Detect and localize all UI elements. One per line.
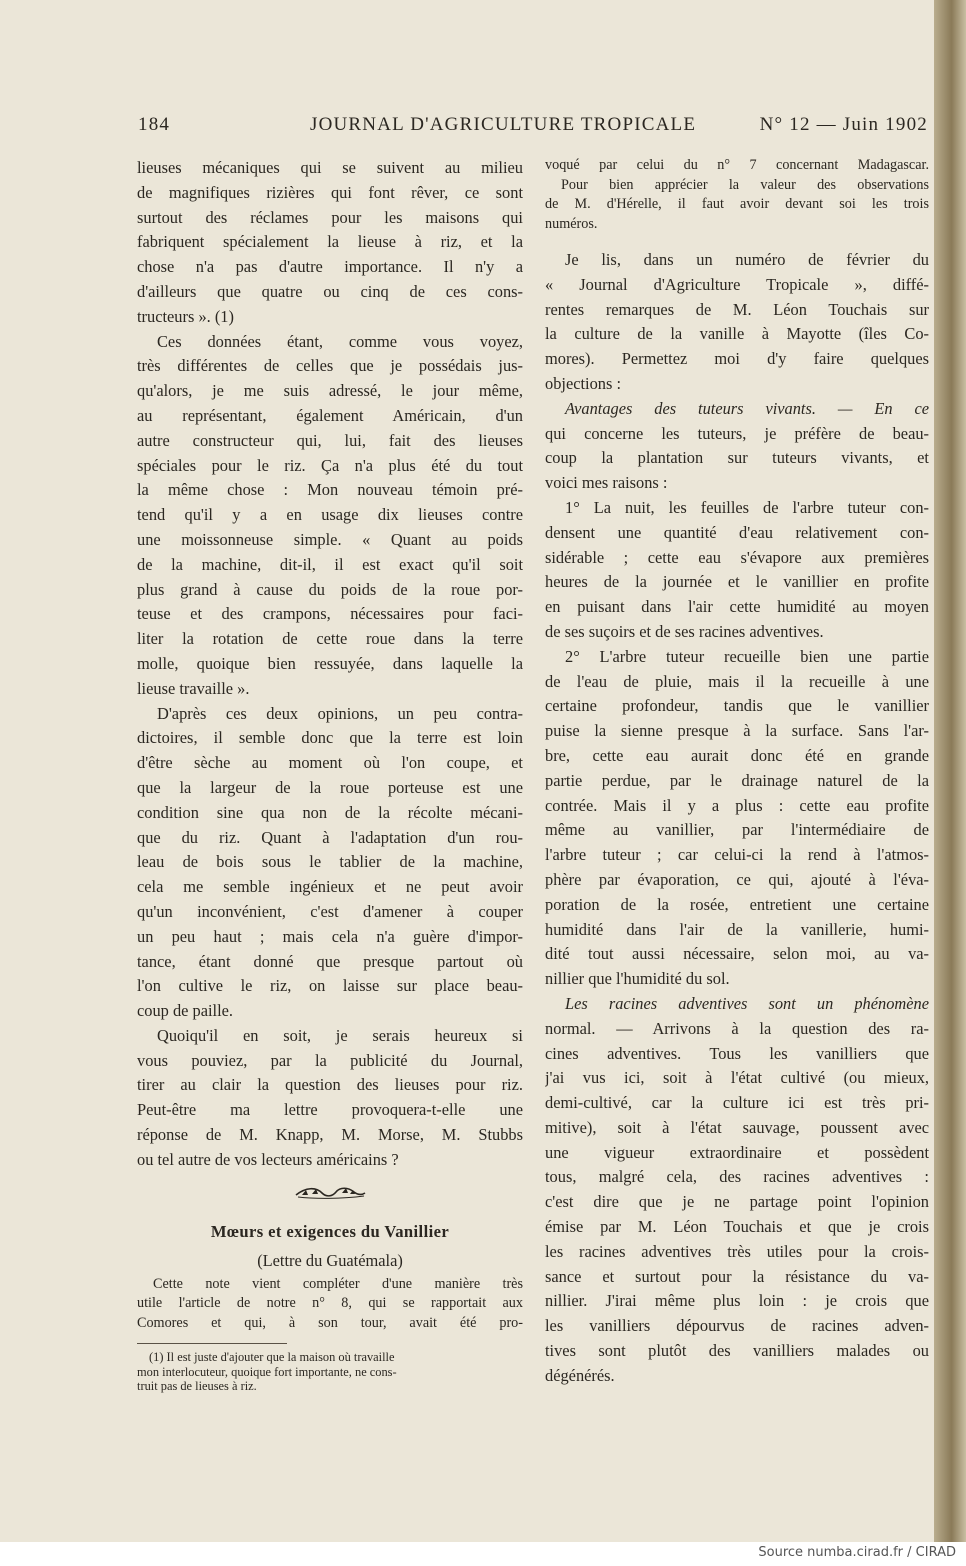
text-line: qu'alors, je me suis adressé, le jour même, [137, 381, 523, 401]
paragraph-vanille-3 [545, 496, 929, 645]
text-line: molle, quoique bien ressuyée, dans laquelle la [137, 653, 523, 673]
text-line: tance, étant donné que presque partout où [137, 951, 523, 971]
text-line: heures de la journée et le vanillier en profite [545, 572, 929, 592]
spacer [545, 234, 929, 248]
text-line: ou tel autre de vos lecteurs américains ? [137, 1149, 399, 1169]
paragraph-lieuses-4 [137, 1024, 523, 1173]
text-line: la culture de la vanille à Mayotte (îles Co- [545, 324, 929, 344]
paragraph-vanille-5 [545, 992, 929, 1389]
text-line: une moissonneuse simple. « Quant au poids [137, 529, 523, 549]
text-line: « Journal d'Agriculture Tropicale », diffé- [545, 274, 929, 294]
text-line: leau de bois sous le tablier de la machine, [137, 852, 523, 872]
left-column [137, 156, 523, 1394]
footnote-line: truit pas de lieuses à riz. [137, 1379, 257, 1394]
text-line: l'on cultive le riz, on laisse sur place beau- [137, 976, 523, 996]
text-line: Avantages des tuteurs vivants. — En ce [565, 398, 929, 418]
text-line: 1° La nuit, les feuilles de l'arbre tuteur con- [565, 497, 929, 517]
text-line: sidérable ; cette eau s'évapore aux premières [545, 547, 929, 567]
text-line: Ces données étant, comme vous voyez, [157, 331, 523, 351]
text-line: certaine profondeur, tandis que le vanillier [545, 696, 929, 716]
text-line: voqué par celui du n° 7 concernant Madagascar. [545, 157, 929, 173]
text-line: humidité dans l'air de la vanillerie, humi- [545, 919, 929, 939]
text-line: chose n'a pas d'autre importance. Il n'y a [137, 257, 523, 277]
text-line: d'être sèche au moment où l'on coupe, et [137, 753, 523, 773]
text-line: mores). Permettez moi d'y faire quelques [545, 349, 929, 369]
text-line: d'ailleurs que quatre ou cinq de ces cons- [137, 281, 523, 301]
article-intro-continued [545, 156, 929, 234]
text-line: plus grand à cause du poids de la roue por- [137, 579, 523, 599]
text-line: tives sont plutôt des vanilliers malades ou [545, 1341, 929, 1361]
book-binding-edge [934, 0, 966, 1542]
text-line: objections : [545, 373, 622, 393]
text-line: très différentes de celles que je possédais jus- [137, 356, 523, 376]
article-title: Mœurs et exigences du Vanillier [210, 1221, 450, 1241]
paragraph-vanille-4 [545, 645, 929, 992]
text-line: même au vanillier, par l'intermédiaire de [545, 820, 929, 840]
text-line: liter la rotation de cette roue dans la terre [137, 629, 523, 649]
text-line: cela me semble ingénieux et ne peut avoir [137, 877, 523, 897]
text-line: surtout des réclames pour les maisons qui [137, 207, 523, 227]
text-line: tirer au clair la question des lieuses pour riz. [137, 1075, 523, 1095]
footnote-line: mon interlocuteur, quoique fort importante, ne cons- [137, 1364, 397, 1379]
text-line: la même chose : Mon nouveau témoin pré- [137, 480, 523, 500]
text-line: Les racines adventives sont un phénomène [565, 993, 929, 1013]
text-line: dité tout aussi nécessaire, selon moi, au va- [545, 944, 929, 964]
journal-title: JOURNAL D'AGRICULTURE TROPICALE [310, 114, 697, 135]
text-line: Comores et qui, à son tour, avait été pro- [137, 1314, 523, 1331]
text-line: contrée. Mais il y a plus : cette eau profite [545, 795, 929, 815]
page-number: 184 [138, 114, 171, 135]
text-line: mitive), soit à l'état sauvage, poussent avec [545, 1117, 929, 1137]
text-line: dictoires, il semble donc que la terre est loin [137, 728, 523, 748]
text-line: les racines adventives très utiles pour la crois- [545, 1241, 929, 1261]
text-line: réponse de M. Knapp, M. Morse, M. Stubbs [137, 1125, 523, 1145]
text-line: utile l'article de notre n° 8, qui se rapportait aux [137, 1295, 523, 1312]
text-line: qui concerne les tuteurs, je préfère de beau- [545, 423, 929, 443]
text-line: tend qu'il y a en usage dix lieuses contre [137, 505, 523, 525]
paragraph-lieuses-3 [137, 702, 523, 1024]
text-line: lieuses mécaniques qui se suivent au milieu [137, 158, 523, 177]
text-line: partie perdue, par le drainage naturel de la [545, 770, 929, 790]
text-line: c'est dire que je ne partage point l'opinion [545, 1192, 929, 1212]
text-line: l'arbre tuteur ; car celui-ci la rend à l'atmos- [545, 845, 929, 865]
text-line: de ses suçoirs et de ses racines adventives. [545, 621, 824, 641]
text-line: un peu haut ; mais cela n'a guère d'impor- [137, 926, 523, 946]
running-head [138, 114, 928, 140]
text-line: de M. d'Hérelle, il faut avoir devant soi les trois [545, 196, 929, 212]
text-line: cines adventives. Tous les vanilliers que [545, 1043, 929, 1063]
text-line: sance et surtout pour la résistance du va- [545, 1266, 929, 1286]
text-line: qu'un inconvénient, c'est d'amener à couper [137, 901, 523, 921]
text-line: teuse et des crampons, nécessaires pour faci- [137, 604, 523, 624]
footnote-rule [137, 1343, 287, 1344]
text-line: numéros. [545, 215, 598, 232]
text-line: Je lis, dans un numéro de février du [565, 250, 929, 269]
text-line: en puisant dans l'air cette humidité au moyen [545, 597, 929, 617]
text-line: poration de la rosée, entretient une certaine [545, 894, 929, 914]
article-intro [137, 1275, 523, 1334]
paragraph-lieuses-1 [137, 156, 523, 330]
text-line: coup la plantation sur tuteurs vivants, et [545, 448, 929, 468]
text-line: vous pouviez, par la publicité du Journal, [137, 1050, 523, 1070]
text-line: voici mes raisons : [545, 473, 668, 493]
text-line: Peut-être ma lettre provoquera-t-elle une [137, 1100, 523, 1120]
text-line: spéciales pour le riz. Ça n'a plus été du tout [137, 455, 523, 475]
text-line: normal. — Arrivons à la question des ra- [545, 1018, 929, 1038]
fleuron-ornament-icon [137, 1183, 523, 1213]
text-line: phère par évaporation, ce qui, ajouté à l'éva- [545, 869, 929, 889]
paragraph-lieuses-2 [137, 330, 523, 702]
text-line: bre, cette eau aurait donc été en grande [545, 745, 929, 765]
footnote-line: (1) Il est juste d'ajouter que la maison où travaille [149, 1350, 395, 1365]
text-line: autre constructeur qui, lui, fait des lieuses [137, 430, 523, 450]
paragraph-vanille-2 [545, 397, 929, 496]
text-line: densent une quantité d'eau relativement con- [545, 522, 929, 542]
text-line: coup de paille. [137, 1001, 234, 1021]
text-line: condition sine qua non de la récolte mécani- [137, 802, 523, 822]
text-line: Pour bien apprécier la valeur des observations [561, 176, 929, 193]
text-line: émise par M. Léon Touchais et que je crois [545, 1217, 929, 1237]
text-line: que du riz. Quant à l'adaptation d'un rou- [137, 827, 523, 847]
footnote [137, 1350, 523, 1394]
issue-date: N° 12 — Juin 1902 [759, 114, 928, 135]
text-line: tous, malgré cela, des racines adventives : [545, 1167, 929, 1187]
text-line: de magnifiques rizières qui font rêver, ce sont [137, 182, 523, 202]
text-line: une vigueur extraordinaire et possèdent [545, 1142, 929, 1162]
paragraph-vanille-1 [545, 248, 929, 397]
text-line: tructeurs ». (1) [137, 306, 234, 326]
text-line: puise la sienne presque à la surface. Sans l'ar- [545, 721, 929, 741]
text-line: que la largeur de la roue porteuse est une [137, 777, 523, 797]
text-line: fabriquent spécialement la lieuse à riz, et la [137, 232, 523, 252]
text-line: dégénérés. [545, 1365, 615, 1385]
text-line: de la machine, dit-il, il est exact qu'il soit [137, 554, 523, 574]
text-line: D'après ces deux opinions, un peu contra- [157, 703, 523, 723]
text-line: lieuse travaille ». [137, 678, 250, 698]
text-line: nillier que l'humidité du sol. [545, 969, 730, 989]
text-line: Cette note vient compléter d'une manière très [153, 1275, 523, 1292]
text-line: demi-cultivé, car la culture ici est très pri- [545, 1093, 929, 1113]
text-line: rentes remarques de M. Léon Touchais sur [545, 299, 929, 319]
right-column [545, 156, 929, 1389]
text-line: Quoiqu'il en soit, je serais heureux si [157, 1025, 523, 1045]
text-line: les vanilliers dépourvus de racines adven- [545, 1316, 929, 1336]
text-line: au représentant, également Américain, d'un [137, 405, 523, 425]
text-line: de l'eau de pluie, mais il la recueille à une [545, 671, 929, 691]
article-subtitle: (Lettre du Guatémala) [257, 1250, 403, 1270]
text-line: 2° L'arbre tuteur recueille bien une partie [565, 646, 929, 666]
text-line: j'ai vus ici, soit à l'état cultivé (ou mieux, [545, 1068, 929, 1088]
source-credit: Source numba.cirad.fr / CIRAD [758, 1545, 956, 1560]
text-line: nillier. J'irai même plus loin : je crois que [545, 1291, 929, 1311]
